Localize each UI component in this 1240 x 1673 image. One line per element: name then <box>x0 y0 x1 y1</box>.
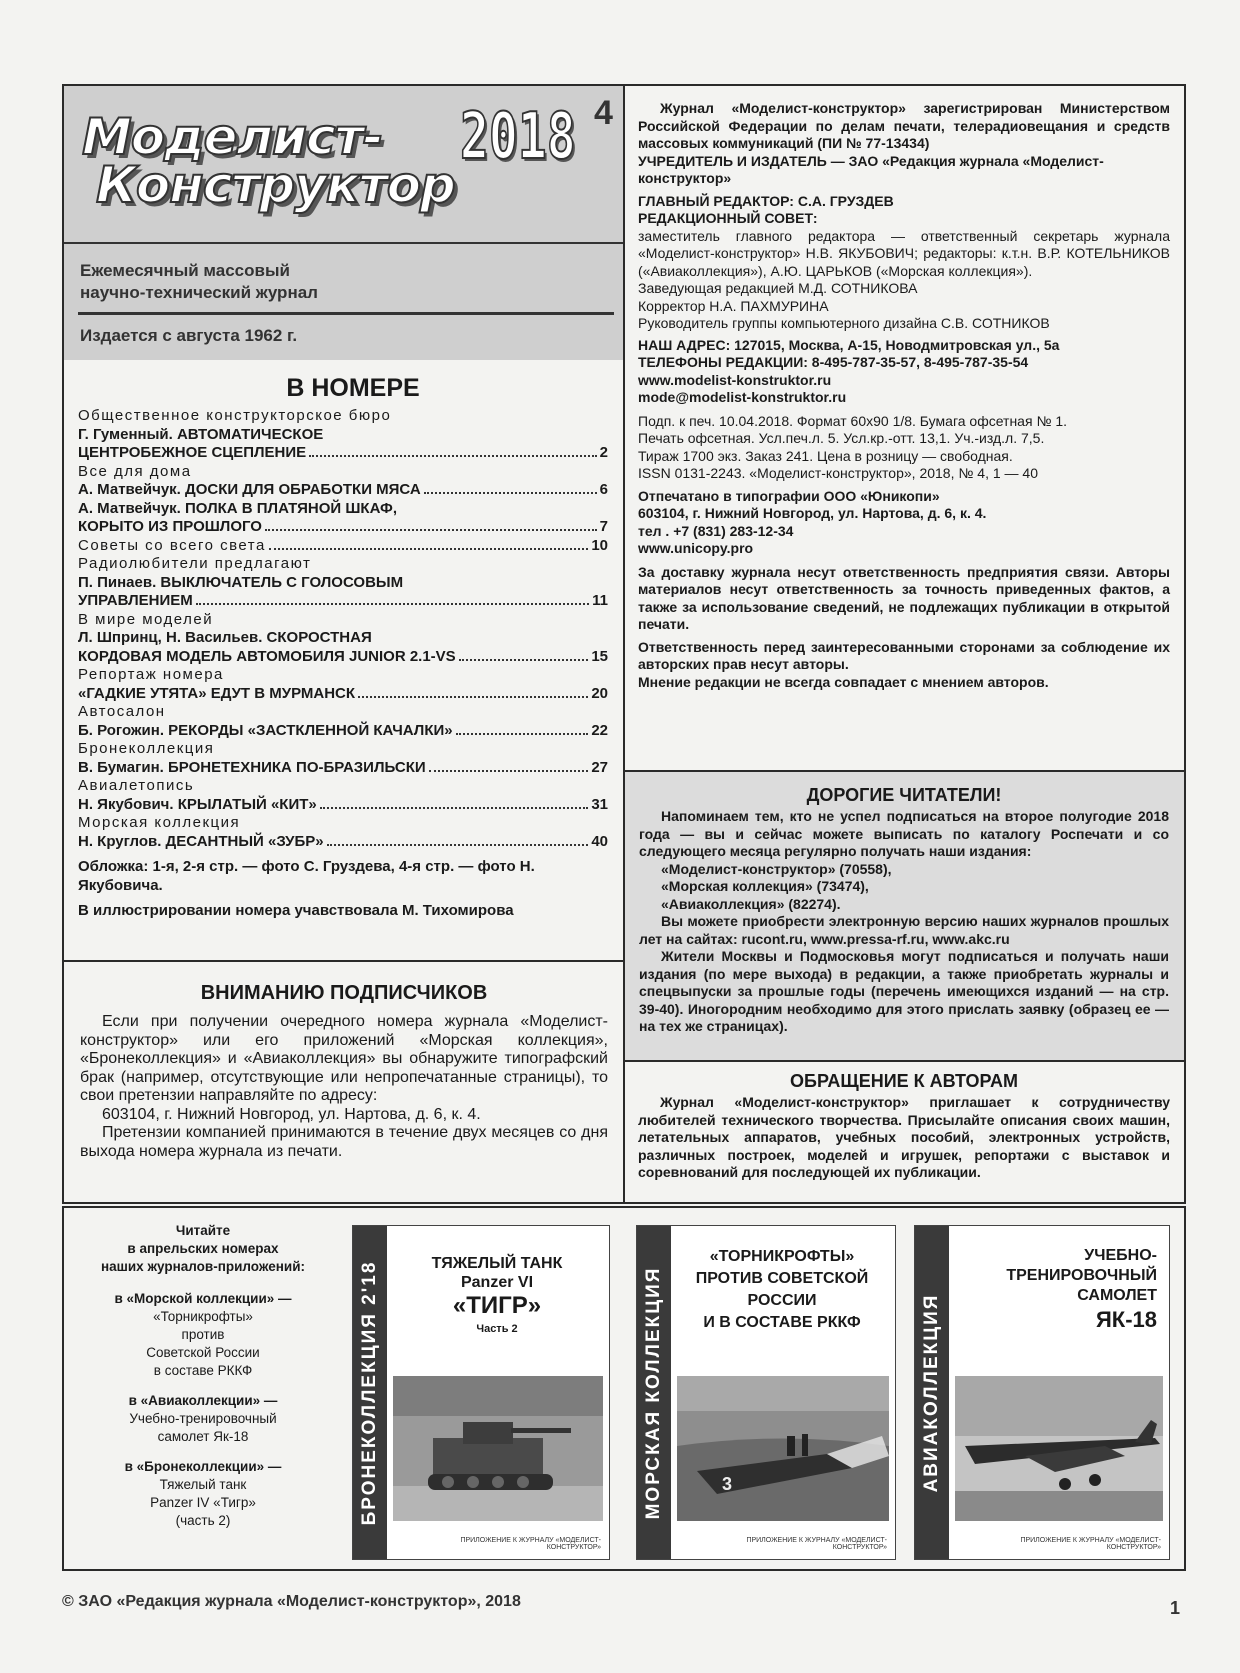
cover-title: Panzer VI <box>460 1274 534 1291</box>
plane-photo <box>955 1376 1163 1521</box>
toc-page-number: 11 <box>592 592 608 609</box>
subscribers-para2: Претензии компанией принимаются в течение двух месяцев со дня выхода номера журнала из печати. <box>80 1124 608 1160</box>
promo-item-head: в «Авиаколлекции» — <box>128 1393 278 1408</box>
footer-copyright: © ЗАО «Редакция журнала «Моделист-конструктор», 2018 <box>62 1593 521 1610</box>
since-rule <box>78 312 614 315</box>
publisher-mark: ПРИЛОЖЕНИЕ К ЖУРНАЛУ «МОДЕЛИСТ-КОНСТРУКТОР» <box>1020 1537 1161 1551</box>
imprint-registration: Журнал «Моделист-конструктор» зарегистрирован Министерством Российской Федерации по делам печати, телерадиовещания и средств массовых коммуникаций (ПИ № 77-13434) <box>638 100 1170 151</box>
disclaimer1: За доставку журнала несут ответственность предприятия связи. Авторы материалов несут ответственность за точность приведенных фактов, а также за использование сведений, не подлежащих публикации в открытой печати. <box>638 563 1170 632</box>
toc-rubric: Радиолюбители предлагают <box>78 555 312 572</box>
promo-item-line: Учебно-тренировочный <box>129 1411 277 1426</box>
cover-title: ТЯЖЕЛЫЙ ТАНК <box>431 1255 563 1272</box>
print-line4: ISSN 0131-2243. «Моделист-конструктор», 2018, № 4, 1 — 40 <box>638 465 1038 481</box>
toc-entry-title: Н. Круглов. ДЕСАНТНЫЙ «ЗУБР» <box>78 832 324 850</box>
promo-item-line: Тяжелый танк <box>159 1477 247 1492</box>
masthead-box <box>62 84 624 360</box>
toc-entry-title: Н. Якубович. КРЫЛАТЫЙ «КИТ» <box>78 795 317 813</box>
cover-spine: БРОНЕКОЛЛЕКЦИЯ 2'18 <box>353 1226 387 1559</box>
imprint-board-text: заместитель главного редактора — ответственный секретарь журнала «Моделист-конструктор» Н.В. ЯКУБОВИЧ; редакторы: к.т.н. В.Р. КОТЕЛЬНИКОВ («Авиаколлекция»), А.Ю. ЦАРЬКОВ («Морская коллекция»). <box>638 227 1170 279</box>
subscribers <box>80 982 608 1161</box>
toc-entry[interactable] <box>78 537 608 556</box>
cover-title: ТРЕНИРОВОЧНЫЙ <box>1006 1267 1157 1284</box>
print-line1: Подп. к печ. 10.04.2018. Формат 60х90 1/8. Бумага офсетная № 1. <box>638 412 1068 429</box>
cover-title: РОССИИ <box>747 1292 817 1309</box>
toc-entry[interactable] <box>78 444 608 463</box>
toc-page-number: 31 <box>591 795 608 813</box>
promo-intro-3: наших журналов-приложений: <box>100 1259 306 1274</box>
subscribers-heading: ВНИМАНИЮ ПОДПИСЧИКОВ <box>200 982 488 1004</box>
imprint-design-head: Руководитель группы компьютерного дизайна С.В. СОТНИКОВ <box>638 315 1050 331</box>
disclaimer3: Мнение редакции не всегда совпадает с мнением авторов. <box>638 673 1049 690</box>
toc-page-number: 7 <box>599 518 608 535</box>
toc-leader-dots <box>320 807 589 809</box>
readers-box <box>625 770 1184 1062</box>
cover-credit: Обложка: 1-я, 2-я стр. — фото С. Груздева, 4-я стр. — фото Н. Якубовича. <box>78 858 535 894</box>
cover-title: «ТОРНИКРОФТЫ» <box>709 1248 855 1265</box>
toc-entry[interactable]: П. Пинаев. ВЫКЛЮЧАТЕЛЬ С ГОЛОСОВЫМ <box>78 573 404 591</box>
promo-intro-1: Читайте <box>175 1223 231 1238</box>
readers-pub1: «Моделист-конструктор» (70558), <box>661 860 892 877</box>
toc-page-number: 20 <box>591 684 608 702</box>
toc-entry[interactable] <box>78 592 608 611</box>
printer-line2: 603104, г. Нижний Новгород, ул. Нартова, д. 6, к. 4. <box>638 505 987 521</box>
masthead-divider <box>64 242 624 244</box>
readers-para1: Напоминаем тем, кто не успел подписаться на второе полугодие 2018 года — вы и сейчас можете выписать по каталогу Роспечати и со следующего месяца регулярно получать наши издания: <box>639 808 1169 859</box>
toc-leader-dots <box>309 455 596 457</box>
cover-title: САМОЛЕТ <box>1077 1287 1157 1304</box>
logo-year: 2018 <box>460 100 576 174</box>
subtitle-line1: Ежемесячный массовый <box>80 261 290 280</box>
tank-photo <box>393 1376 603 1521</box>
toc-entry[interactable] <box>78 481 608 500</box>
promo-item-head: в «Морской коллекции» — <box>114 1291 292 1306</box>
readers-para2: Вы можете приобрести электронную версию наших журналов прошлых лет на сайтах: rucont.ru, www.pressa-rf.ru, www.akc.ru <box>639 913 1169 947</box>
toc-leader-dots <box>269 548 589 550</box>
toc-entry-title: А. Матвейчук. ДОСКИ ДЛЯ ОБРАБОТКИ МЯСА <box>78 481 421 498</box>
toc-rubric: Репортаж номера <box>78 666 224 683</box>
toc-rubric: Все для дома <box>78 462 192 480</box>
promo-item-line: самолет Як-18 <box>157 1429 249 1444</box>
logo-issue: 4 <box>594 94 613 132</box>
toc-page-number: 15 <box>591 647 608 665</box>
toc-entry-title: Б. Рогожин. РЕКОРДЫ «ЗАСТКЛЕННОЙ КАЧАЛКИ» <box>78 721 453 739</box>
authors-text: Журнал «Моделист-конструктор» приглашает к сотрудничеству любителей технического творчества. Присылайте описания своих машин, летательных аппаратов, учебных пособий, электронных устройств, различных построек, моделей и игрушек, репортажи с выставок и соревнований для последующей их публикации. <box>638 1094 1170 1180</box>
toc-leader-dots <box>358 696 588 698</box>
toc-rubric: Авиалетопись <box>78 777 195 794</box>
toc-entry-title: КОРЫТО ИЗ ПРОШЛОГО <box>78 518 262 535</box>
toc-entry[interactable] <box>78 759 608 778</box>
toc-entry-title: «ГАДКИЕ УТЯТА» ЕДУТ В МУРМАНСК <box>78 684 356 702</box>
print-line2: Печать офсетная. Усл.печ.л. 5. Усл.кр.-отт. 13,1. Уч.-изд.л. 7,5. <box>638 430 1045 446</box>
cover-title: «ТИГР» <box>452 1292 542 1319</box>
imprint-email[interactable]: mode@modelist-konstruktor.ru <box>638 389 847 405</box>
toc-rubric: Бронеколлекция <box>78 740 215 757</box>
toc-entry[interactable] <box>78 518 608 537</box>
toc-rubric: Морская коллекция <box>78 814 241 831</box>
toc-leader-dots <box>196 603 589 605</box>
cover-aviakollektsiya[interactable] <box>914 1225 1170 1560</box>
imprint-board-heading: РЕДАКЦИОННЫЙ СОВЕТ: <box>638 210 818 226</box>
cover-morskaya-kollektsiya[interactable] <box>636 1225 896 1560</box>
cover-title: ПРОТИВ СОВЕТСКОЙ <box>695 1270 869 1287</box>
toc-entry[interactable] <box>78 648 608 667</box>
toc-divider <box>62 960 624 962</box>
toc-page-number: 22 <box>591 721 608 739</box>
imprint-address: НАШ АДРЕС: 127015, Москва, А-15, Новодмитровская ул., 5а <box>638 336 1060 353</box>
subtitle-line2: научно-технический журнал <box>80 283 318 302</box>
disclaimer2: Ответственность перед заинтересованными сторонами за соблюдение их авторских прав несут авторы. <box>638 638 1170 672</box>
toc-page-number: 6 <box>599 481 608 498</box>
printer-phone: тел . +7 (831) 283-12-34 <box>638 522 794 539</box>
masthead-subtitle <box>80 260 318 304</box>
toc-entry[interactable] <box>78 722 608 741</box>
printer-line1: Отпечатано в типографии ООО «Юникопи» <box>638 487 940 504</box>
subscribers-para1: Если при получении очередного номера журнала «Моделист-конструктор» или его приложений «Морская коллекция», «Бронеколлекция» и «Авиаколлекция» вы обнаружите типографский брак (например, отсутствующие или непропечатанные страницы), то свои претензии направляйте по адресу: <box>80 1013 608 1104</box>
cover-subtitle: Часть 2 <box>476 1323 518 1335</box>
cover-title: ЯК-18 <box>1095 1307 1157 1332</box>
toc-entry[interactable] <box>78 685 608 704</box>
logo <box>82 94 613 218</box>
toc-entry[interactable]: А. Матвейчук. ПОЛКА В ПЛАТЯНОЙ ШКАФ, <box>78 499 398 517</box>
imprint-phones: ТЕЛЕФОНЫ РЕДАКЦИИ: 8-495-787-35-57, 8-495-787-35-54 <box>638 354 1029 370</box>
authors <box>638 1070 1170 1182</box>
promo-item-line: против <box>181 1327 225 1342</box>
toc-entry[interactable]: Г. Гуменный. АВТОМАТИЧЕСКОЕ <box>78 425 324 443</box>
svg-text:3: 3 <box>722 1474 733 1494</box>
readers-pub2: «Морская коллекция» (73474), <box>661 878 869 894</box>
toc-rubric: Автосалон <box>78 703 166 720</box>
imprint-website[interactable]: www.modelist-konstruktor.ru <box>638 371 832 388</box>
promo-text <box>78 1222 328 1530</box>
toc-entry-title: ЦЕНТРОБЕЖНОЕ СЦЕПЛЕНИЕ <box>78 444 307 461</box>
toc-entry[interactable] <box>78 796 608 815</box>
toc-entry[interactable]: Л. Шпринц, Н. Васильев. СКОРОСТНАЯ <box>78 629 372 646</box>
logo-line2: Конструктор <box>96 156 455 214</box>
boat-photo <box>677 1376 889 1521</box>
toc-entry[interactable] <box>78 833 608 852</box>
promo-intro-2: в апрельских номерах <box>127 1241 279 1256</box>
toc-heading: В НОМЕРЕ <box>286 374 420 402</box>
toc-leader-dots <box>424 492 597 494</box>
toc-list <box>78 407 608 851</box>
printer-web[interactable]: www.unicopy.pro <box>638 540 754 556</box>
imprint-founder: УЧРЕДИТЕЛЬ И ИЗДАТЕЛЬ — ЗАО «Редакция журнала «Моделист-конструктор» <box>638 152 1104 186</box>
toc-rubric: Общественное конструкторское бюро <box>78 407 392 424</box>
toc-page-number: 27 <box>591 758 608 776</box>
toc-page-number: 10 <box>591 536 608 554</box>
toc-rubric: В мире моделей <box>78 610 214 628</box>
publisher-mark: ПРИЛОЖЕНИЕ К ЖУРНАЛУ «МОДЕЛИСТ-КОНСТРУКТОР» <box>460 1537 601 1551</box>
promo-item-line: «Торникрофты» <box>153 1309 253 1324</box>
toc-entry-title: Советы со всего света <box>78 536 266 554</box>
imprint-proofreader: Корректор Н.А. ПАХМУРИНА <box>638 297 829 314</box>
toc-leader-dots <box>265 529 597 531</box>
readers-heading: ДОРОГИЕ ЧИТАТЕЛИ! <box>806 785 1002 805</box>
toc-entry-title: УПРАВЛЕНИЕМ <box>78 592 193 609</box>
readers-pub3: «Авиаколлекция» (82274). <box>661 895 841 912</box>
toc-page-number: 2 <box>599 444 608 461</box>
toc-leader-dots <box>327 844 589 846</box>
imprint-chief-editor: ГЛАВНЫЙ РЕДАКТОР: С.А. ГРУЗДЕВ <box>638 192 894 209</box>
publisher-mark: ПРИЛОЖЕНИЕ К ЖУРНАЛУ «МОДЕЛИСТ-КОНСТРУКТОР» <box>746 1537 887 1551</box>
promo-item-line: Panzer IV «Тигр» <box>150 1495 256 1510</box>
authors-heading: ОБРАЩЕНИЕ К АВТОРАМ <box>790 1071 1018 1091</box>
toc-page-number: 40 <box>591 832 608 850</box>
toc-leader-dots <box>459 659 589 661</box>
imprint-head-office: Заведующая редакцией М.Д. СОТНИКОВА <box>638 280 918 296</box>
cover-spine: МОРСКАЯ КОЛЛЕКЦИЯ <box>637 1226 671 1559</box>
toc-entry-title: КОРДОВАЯ МОДЕЛЬ АВТОМОБИЛЯ JUNIOR 2.1-VS <box>78 647 456 665</box>
print-line3: Тираж 1700 экз. Заказ 241. Цена в розницу — свободная. <box>638 447 1013 464</box>
logo-line1: Моделист- <box>82 108 383 166</box>
illustration-credit: В иллюстрировании номера учавствовала М. Тихомирова <box>78 902 514 919</box>
toc-leader-dots <box>456 733 589 735</box>
readers-para3: Жители Москвы и Подмосковья могут подписаться и получать наши издания (по мере выхода) в редакции, а также приобретать журналы и спецвыпуски за прошлые годы (перечень имеющихся изданий — на стр. 39-40). Иногородним необходимо для этого прислать заявку (образец ее — на тех же страницах). <box>639 948 1169 1034</box>
cover-spine: АВИАКОЛЛЕКЦИЯ <box>915 1226 949 1559</box>
subscribers-address: 603104, г. Нижний Новгород, ул. Нартова, д. 6, к. 4. <box>102 1105 481 1123</box>
promo-item-line: (часть 2) <box>175 1513 231 1528</box>
imprint <box>638 100 1170 691</box>
toc <box>78 374 608 920</box>
promo-item-head: в «Бронеколлекции» — <box>124 1459 282 1474</box>
page-number: 1 <box>1170 1598 1181 1618</box>
promo-item-line: Советской России <box>146 1345 260 1360</box>
cover-title: УЧЕБНО- <box>1084 1247 1157 1264</box>
cover-title: И В СОСТАВЕ РККФ <box>703 1314 861 1331</box>
since-text: Издается с августа 1962 г. <box>80 326 298 345</box>
toc-entry-title: В. Бумагин. БРОНЕТЕХНИКА ПО-БРАЗИЛЬСКИ <box>78 758 426 776</box>
promo-item-line: в составе РККФ <box>153 1363 253 1378</box>
toc-leader-dots <box>429 770 589 772</box>
cover-bronekollektsiya[interactable] <box>352 1225 610 1560</box>
